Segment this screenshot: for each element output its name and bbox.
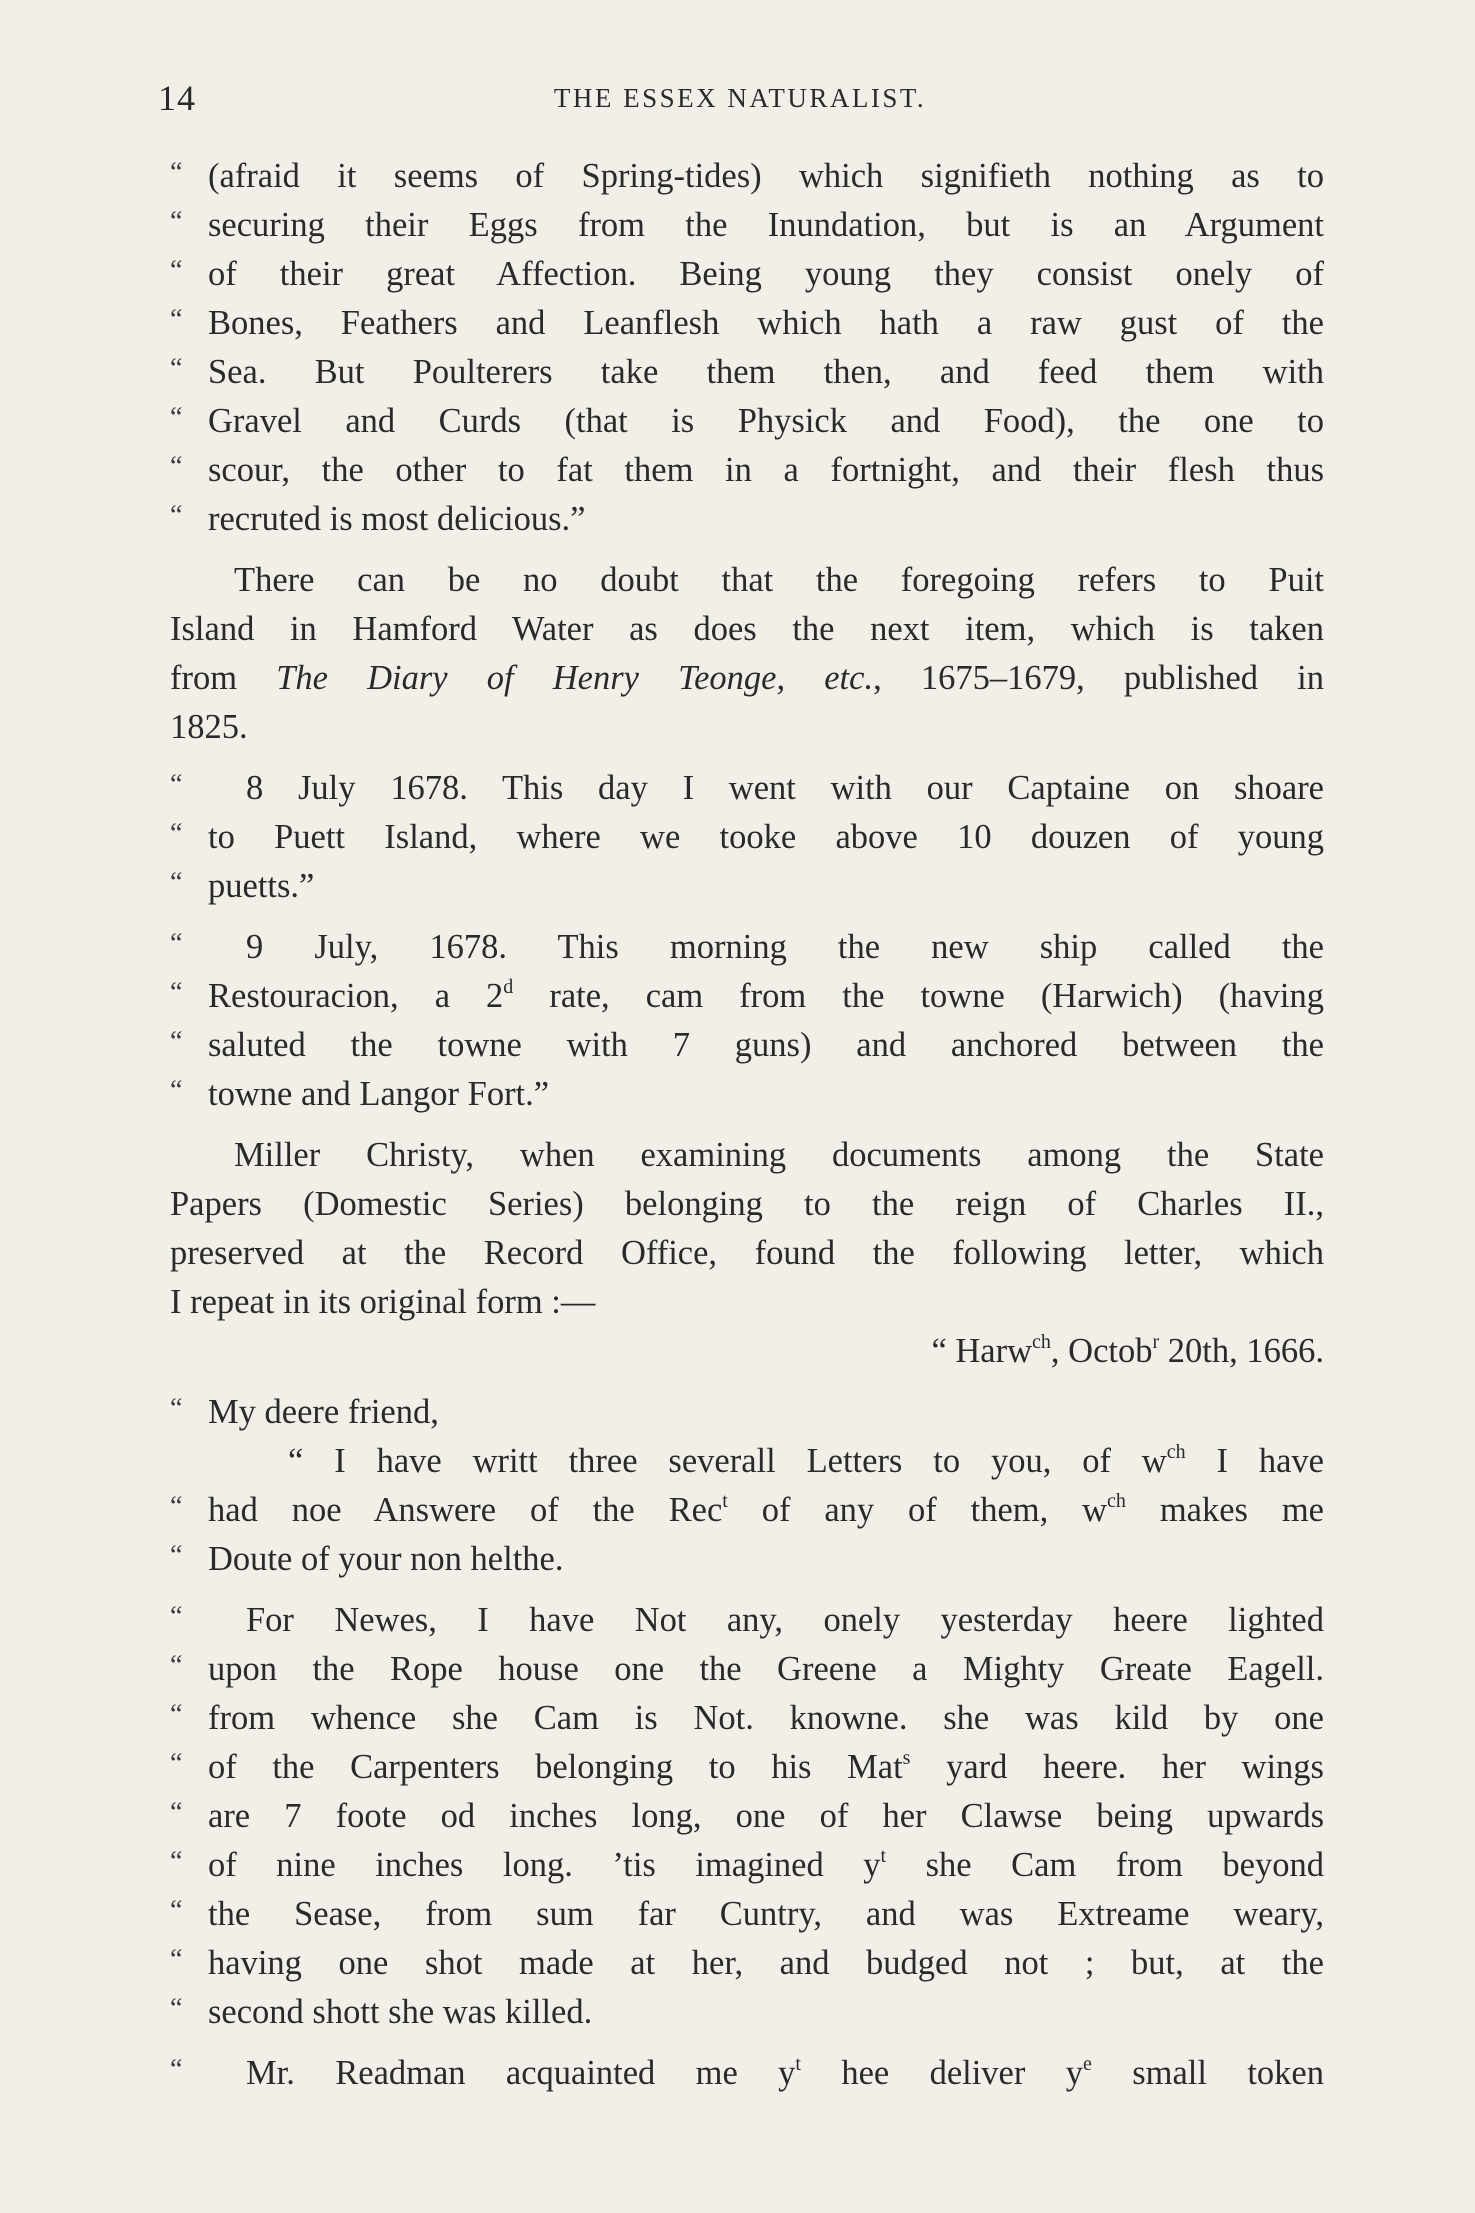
text-line: Miller Christy, when examining documents among the State — [234, 1136, 1324, 1174]
text-line: “ Restouracion, a 2$^d$ rate, cam from the towne (Harwich) (having — [208, 972, 1324, 1021]
quote-paragraph-4 — [170, 923, 1324, 1119]
text-line: “ towne and Langor Fort.” — [208, 1070, 1324, 1119]
text-line: preserved at the Record Office, found the following letter, which — [170, 1234, 1324, 1272]
running-head: THE ESSEX NATURALIST. — [553, 83, 927, 113]
text-line: “ upon the Rope house one the Greene a Mighty Greate Eagell. — [208, 1645, 1324, 1694]
paragraph-2 — [170, 556, 1324, 752]
text-line: “ the Sease, from sum far Cuntry, and was Extreame weary, — [208, 1890, 1324, 1939]
text-line: “ from whence she Cam is Not. knowne. she was kild by one — [208, 1694, 1324, 1743]
text-line: “ had noe Answere of the Rec$^t$ of any of them, $w^{ch}$ makes me — [208, 1486, 1324, 1535]
text-line: “ puetts.” — [208, 862, 1324, 911]
text-line: “ saluted the towne with 7 guns) and anchored between the — [208, 1021, 1324, 1070]
text-line: “ 8 July 1678. This day I went with our Captaine on shoare — [208, 764, 1324, 813]
text-line: “ Sea. But Poulterers take them then, and feed them with — [208, 348, 1324, 397]
text-line: “ second shott she was killed. — [208, 1988, 1324, 2037]
text-line: There can be no doubt that the foregoing refers to Puit — [234, 561, 1324, 599]
text-line: “ having one shot made at her, and budged not ; but, at the — [208, 1939, 1324, 1988]
body-text — [170, 152, 1324, 2098]
text-line: “ of the Carpenters belonging to his Mat$^s$ yard heere. her wings — [208, 1743, 1324, 1792]
text-line: “ Doute of your non helthe. — [208, 1535, 1324, 1584]
quote-paragraph-3 — [170, 764, 1324, 911]
text-line: “ For Newes, I have Not any, onely yesterday heere lighted — [208, 1596, 1324, 1645]
text-line: 1825. — [170, 708, 248, 746]
letter-dateline: “ Harw$^{ch}$, Octob$^r$ 20th, 1666. — [931, 1330, 1324, 1370]
text-line: “ Mr. Readman acquainted me $y^t$ hee deliver $y^e$ small token — [208, 2049, 1324, 2098]
text-line: “ Bones, Feathers and Leanflesh which hath a raw gust of the — [208, 299, 1324, 348]
text-line: “ to Puett Island, where we tooke above 10 douzen of young — [208, 813, 1324, 862]
page-header — [158, 78, 1322, 118]
letter-body — [170, 1388, 1324, 2098]
text-line: “ of nine inches long. ’tis imagined $y^t$ she Cam from beyond — [208, 1841, 1324, 1890]
text-line: “ Gravel and Curds (that is Physick and Food), the one to — [208, 397, 1324, 446]
text-line: Island in Hamford Water as does the next item, which is taken — [170, 610, 1324, 648]
paragraph-5 — [170, 1131, 1324, 1327]
text-line: I repeat in its original form :— — [170, 1283, 596, 1321]
text-line: “ securing their Eggs from the Inundation, but is an Argument — [208, 201, 1324, 250]
text-line: “ are 7 foote od inches long, one of her Clawse being upwards — [208, 1792, 1324, 1841]
text-line: “ recruted is most delicious.” — [208, 495, 1324, 544]
text-line: “ of their great Affection. Being young they consist onely of — [208, 250, 1324, 299]
text-line: “ 9 July, 1678. This morning the new ship called the — [208, 923, 1324, 972]
page-number: 14 — [158, 78, 196, 118]
text-line: “ (afraid it seems of Spring-tides) which signifieth nothing as to — [208, 152, 1324, 201]
text-line: “ I have writt three severall Letters to you, of $w^{ch}$ I have — [288, 1440, 1324, 1480]
text-line: Papers (Domestic Series) belonging to the reign of Charles II., — [170, 1185, 1324, 1223]
text-line: from The Diary of Henry Teonge, etc., 1675–1679, published in — [170, 659, 1324, 697]
book-title: The Diary of Henry Teonge, etc. — [276, 659, 874, 697]
text-line: “ scour, the other to fat them in a fortnight, and their flesh thus — [208, 446, 1324, 495]
quote-paragraph-1 — [170, 152, 1324, 544]
letter-salutation: “ My deere friend, — [208, 1388, 1324, 1437]
